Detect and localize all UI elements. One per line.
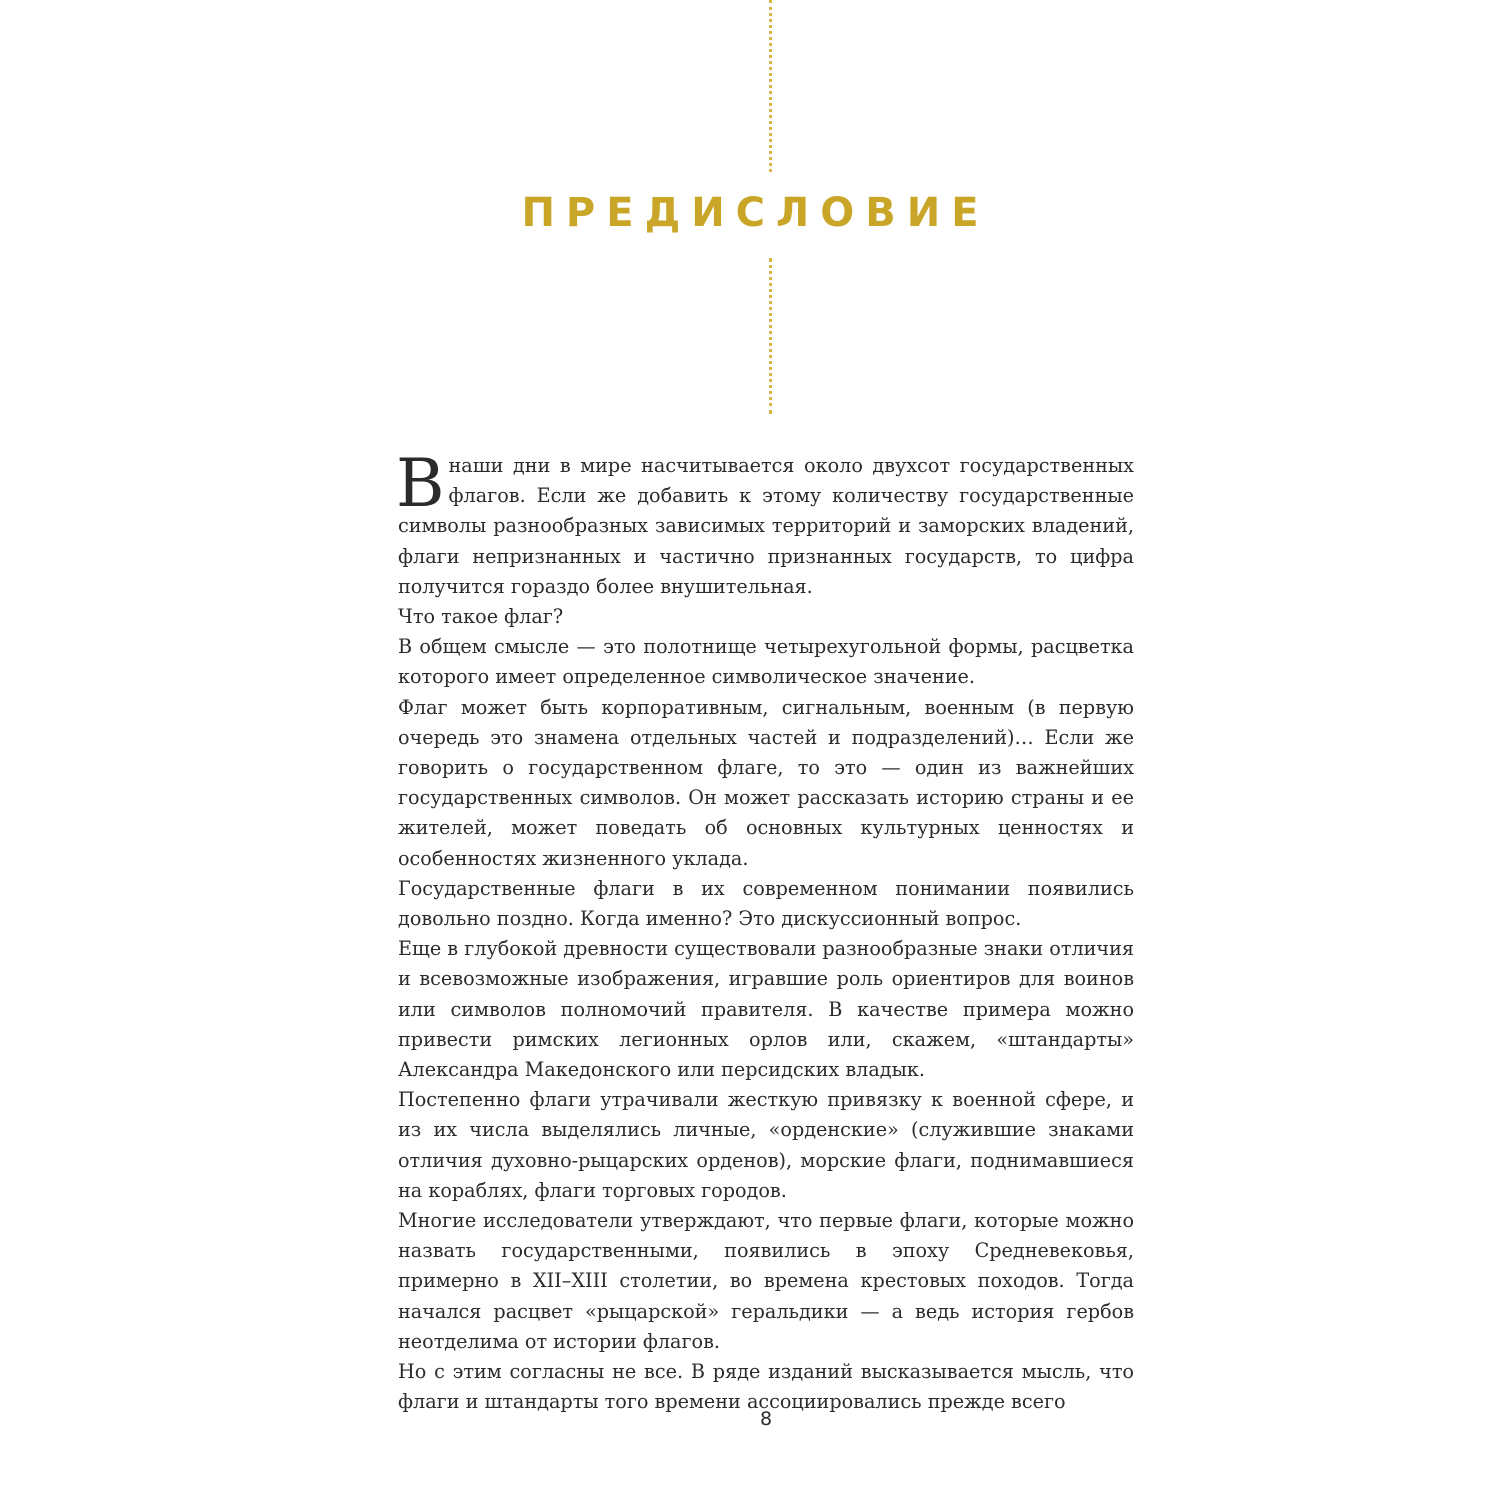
paragraph-1-text: наши дни в мире насчитывается около двухсот государственных флагов. Если же добавить к этому количеству государственные символы разнообразных зависимых территорий и заморских владений, флаги непризнанных и частично признанных государств, то цифра получится гораздо более внушительная. bbox=[398, 454, 1134, 598]
drop-cap: В bbox=[396, 445, 445, 522]
body-text bbox=[396, 445, 1135, 1418]
paragraph-9: Но с этим согласны не все. В ряде изданий высказывается мысль, что флаги и штандарты того времени ассоциировались прежде всего bbox=[398, 1360, 1134, 1414]
paragraph-8: Многие исследователи утверждают, что первые флаги, которые можно назвать государственными, появились в эпоху Средневековья, примерно в XII–XIII столетии, во времена крестовых походов. Тогда начался расцвет «рыцарской» геральдики — а ведь история гербов неотделима от истории флагов. bbox=[398, 1209, 1134, 1353]
paragraph-4: Флаг может быть корпоративным, сигнальным, военным (в первую очередь это знамена отдельных частей и подразделений)… Если же говорить о государственном флаге, то это — один из важнейших государственных символов. Он может рассказать историю страны и ее жителей, может поведать об основных культурных ценностях и особенностях жизненного уклада. bbox=[398, 695, 1134, 870]
paragraph-6: Еще в глубокой древности существовали разнообразные знаки отличия и всевозможные изображения, игравшие роль ориентиров для воинов или символов полномочий правителя. В качестве примера можно привести римских легионных орлов или, скажем, «штандарты» Александра Македонского или персидских владык. bbox=[398, 937, 1135, 1082]
paragraph-1 bbox=[396, 445, 1134, 602]
decorative-dotted-line-top bbox=[769, 0, 772, 172]
page-number: 8 bbox=[759, 1408, 773, 1430]
paragraph-3: В общем смысле — это полотнище четырехугольной формы, расцветка которого имеет определенное символическое значение. bbox=[398, 635, 1134, 689]
paragraph-2: Что такое флаг? bbox=[398, 605, 564, 629]
page-title: ПРЕДИСЛОВИЕ bbox=[521, 190, 990, 236]
paragraph-7: Постепенно флаги утрачивали жесткую привязку к военной сфере, и из их числа выделялись личные, «орденские» (служившие знаками отличия духовно-рыцарских орденов), морские флаги, поднимавшиеся на кораблях, флаги торговых городов. bbox=[398, 1088, 1134, 1202]
decorative-dotted-line-bottom bbox=[769, 258, 772, 414]
paragraph-5: Государственные флаги в их современном понимании появились довольно поздно. Когда именно? Это дискуссионный вопрос. bbox=[398, 876, 1134, 931]
